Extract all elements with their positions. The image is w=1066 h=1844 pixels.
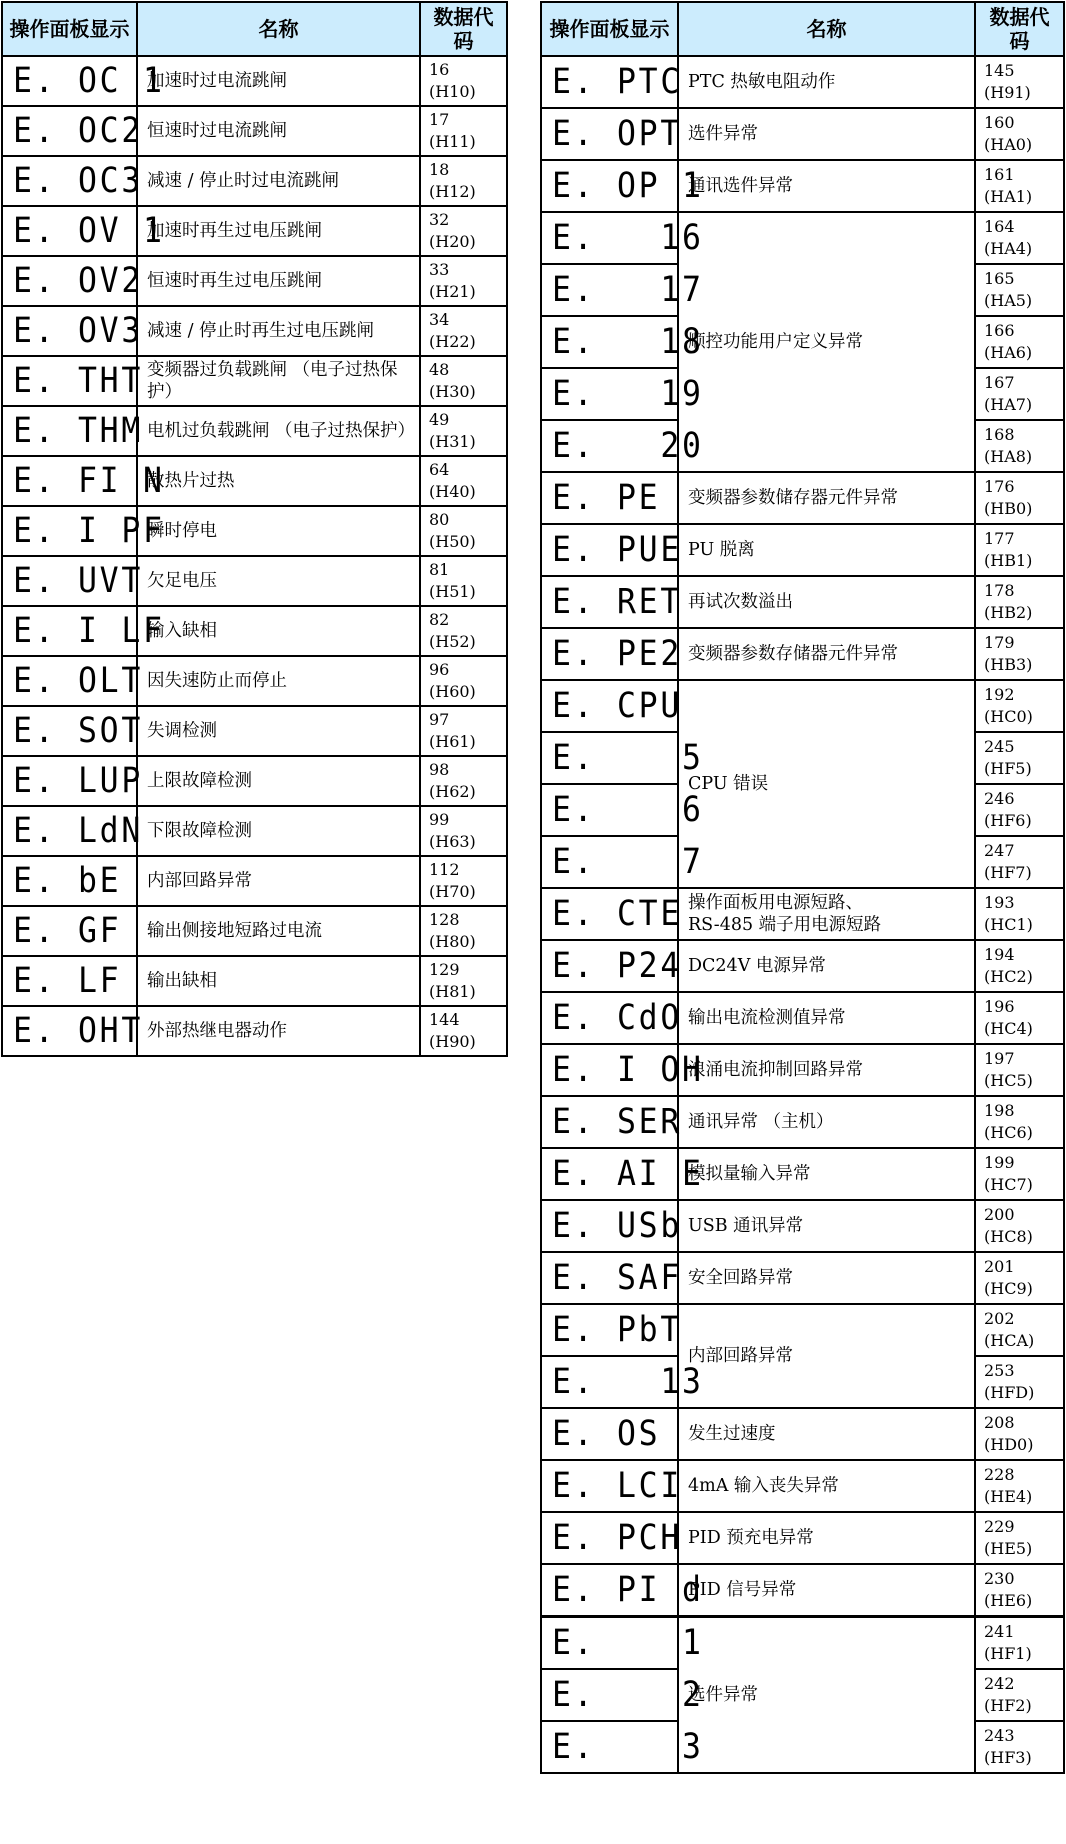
data-code: 247 (HF7) <box>975 836 1064 888</box>
data-code: 243 (HF3) <box>975 1721 1064 1773</box>
table-row <box>541 56 1064 108</box>
display-cell <box>541 1148 704 1200</box>
display-cell <box>541 1721 704 1773</box>
error-name: 恒速时过电流跳闸 <box>137 106 420 156</box>
table-row <box>2 856 507 906</box>
table-row <box>2 706 507 756</box>
error-name: 模拟量输入异常 <box>678 1148 975 1200</box>
error-name: 减速 / 停止时再生过电压跳闸 <box>137 306 420 356</box>
error-name: 输出电流检测值异常 <box>678 992 975 1044</box>
data-code: 194 (HC2) <box>975 940 1064 992</box>
panel-display-text: E. OV3 <box>13 311 143 351</box>
header-code: 数据代码 <box>975 2 1064 56</box>
display-cell <box>541 1460 682 1512</box>
error-name: PU 脱离 <box>678 524 975 576</box>
data-code: 197 (HC5) <box>975 1044 1064 1096</box>
display-cell <box>541 628 682 680</box>
data-code: 32 (H20) <box>420 206 507 256</box>
panel-display-text: E. PUE <box>552 530 682 570</box>
display-cell <box>2 706 143 756</box>
data-code: 177 (HB1) <box>975 524 1064 576</box>
error-name: CPU 错误 <box>678 680 975 888</box>
table-row <box>541 1460 1064 1512</box>
panel-display-text: E. 3 <box>552 1727 704 1767</box>
table-row <box>541 1096 1064 1148</box>
error-name: PID 信号异常 <box>678 1564 975 1617</box>
display-cell <box>541 732 704 784</box>
display-cell <box>2 1006 143 1056</box>
data-code: 168 (HA8) <box>975 420 1064 472</box>
data-code: 179 (HB3) <box>975 628 1064 680</box>
data-code: 16 (H10) <box>420 56 507 106</box>
panel-display-text: E. P24 <box>552 946 682 986</box>
table-row <box>541 108 1064 160</box>
data-code: 166 (HA6) <box>975 316 1064 368</box>
header-code: 数据代码 <box>420 2 507 56</box>
panel-display-text: E. OPT <box>552 114 682 154</box>
panel-display-text: E. 19 <box>552 374 704 414</box>
data-code: 230 (HE6) <box>975 1564 1064 1617</box>
table-row <box>541 940 1064 992</box>
data-code: 199 (HC7) <box>975 1148 1064 1200</box>
display-cell <box>2 856 137 906</box>
display-cell <box>541 836 704 888</box>
panel-display-text: E. RET <box>552 582 682 622</box>
display-cell <box>541 1564 704 1617</box>
table-row <box>2 806 507 856</box>
table-row <box>541 1617 1064 1670</box>
error-name: 外部热继电器动作 <box>137 1006 420 1056</box>
data-code: 80 (H50) <box>420 506 507 556</box>
error-name: 通讯选件异常 <box>678 160 975 212</box>
display-cell <box>2 456 165 506</box>
panel-display-text: E. 2 <box>552 1675 704 1715</box>
panel-display-text: E. I OH <box>552 1050 704 1090</box>
error-name: 电机过负载跳闸 （电子过热保护） <box>137 406 420 456</box>
error-name: PTC 热敏电阻动作 <box>678 56 975 108</box>
panel-display-text: E. 13 <box>552 1362 704 1402</box>
error-name: 发生过速度 <box>678 1408 975 1460</box>
header-name: 名称 <box>678 2 975 56</box>
panel-display-text: E. I PF <box>13 511 165 551</box>
error-name: 加速时过电流跳闸 <box>137 56 420 106</box>
display-cell <box>541 888 682 940</box>
panel-display-text: E. LCI <box>552 1466 682 1506</box>
data-code: 112 (H70) <box>420 856 507 906</box>
error-name: 输出缺相 <box>137 956 420 1006</box>
data-code: 198 (HC6) <box>975 1096 1064 1148</box>
display-cell <box>541 1669 704 1721</box>
error-name: 瞬时停电 <box>137 506 420 556</box>
table-row <box>2 156 507 206</box>
table-row <box>541 1564 1064 1617</box>
display-cell <box>541 108 682 160</box>
data-code: 160 (HA0) <box>975 108 1064 160</box>
data-code: 193 (HC1) <box>975 888 1064 940</box>
data-code: 208 (HD0) <box>975 1408 1064 1460</box>
panel-display-text: E. OS <box>552 1414 661 1454</box>
table-row <box>541 1512 1064 1564</box>
display-cell <box>541 524 682 576</box>
display-cell <box>541 1408 678 1460</box>
panel-display-text: E. 17 <box>552 270 704 310</box>
data-code: 241 (HF1) <box>975 1617 1064 1670</box>
display-cell <box>541 56 682 108</box>
error-name: DC24V 电源异常 <box>678 940 975 992</box>
panel-display-text: E. CdO <box>552 998 682 1038</box>
panel-display-text: E. AI E <box>552 1154 704 1194</box>
data-code: 246 (HF6) <box>975 784 1064 836</box>
table-row <box>2 56 507 106</box>
panel-display-text: E. 1 <box>552 1623 704 1663</box>
display-cell <box>2 56 165 106</box>
error-name: 内部回路异常 <box>137 856 420 906</box>
data-code: 98 (H62) <box>420 756 507 806</box>
data-code: 128 (H80) <box>420 906 507 956</box>
panel-display-text: E. PE2 <box>552 634 682 674</box>
error-name: 操作面板用电源短路、 RS-485 端子用电源短路 <box>678 888 975 940</box>
panel-display-text: E. USb <box>552 1206 682 1246</box>
panel-display-text: E. CPU <box>552 686 682 726</box>
data-code: 145 (H91) <box>975 56 1064 108</box>
table-row <box>541 1200 1064 1252</box>
error-name: 欠足电压 <box>137 556 420 606</box>
table-row <box>2 1006 507 1056</box>
data-code: 192 (HC0) <box>975 680 1064 732</box>
error-name: 恒速时再生过电压跳闸 <box>137 256 420 306</box>
data-code: 165 (HA5) <box>975 264 1064 316</box>
header-display: 操作面板显示 <box>541 2 678 56</box>
error-code-table-right <box>540 1 1065 1774</box>
data-code: 200 (HC8) <box>975 1200 1064 1252</box>
display-cell <box>541 1304 682 1356</box>
display-cell <box>2 306 143 356</box>
panel-display-text: E. THM <box>13 411 143 451</box>
error-name: 安全回路异常 <box>678 1252 975 1304</box>
table-row <box>2 556 507 606</box>
display-cell <box>541 420 704 472</box>
display-cell <box>541 264 704 316</box>
data-code: 17 (H11) <box>420 106 507 156</box>
data-code: 96 (H60) <box>420 656 507 706</box>
data-code: 18 (H12) <box>420 156 507 206</box>
error-name: 选件异常 <box>678 108 975 160</box>
display-cell <box>541 1356 704 1408</box>
data-code: 81 (H51) <box>420 556 507 606</box>
table-row <box>541 1148 1064 1200</box>
data-code: 201 (HC9) <box>975 1252 1064 1304</box>
error-name: 变频器过负载跳闸 （电子过热保护） <box>137 356 420 406</box>
panel-display-text: E. 16 <box>552 218 704 258</box>
table-row <box>541 888 1064 940</box>
error-name: 输出侧接地短路过电流 <box>137 906 420 956</box>
table-row <box>2 456 507 506</box>
display-cell <box>541 1617 704 1670</box>
display-cell <box>2 656 143 706</box>
table-row <box>2 106 507 156</box>
header-name: 名称 <box>137 2 420 56</box>
error-name: 输入缺相 <box>137 606 420 656</box>
error-name: 因失速防止而停止 <box>137 656 420 706</box>
table-row <box>2 506 507 556</box>
panel-display-text: E. OC2 <box>13 111 143 151</box>
panel-display-text: E. LUP <box>13 761 143 801</box>
table-row <box>541 524 1064 576</box>
table-row <box>541 628 1064 680</box>
display-cell <box>2 356 143 406</box>
data-code: 82 (H52) <box>420 606 507 656</box>
table-row <box>541 212 1064 264</box>
panel-display-text: E. SER <box>552 1102 682 1142</box>
display-cell <box>541 368 704 420</box>
display-cell <box>541 576 682 628</box>
display-cell <box>2 156 143 206</box>
display-cell <box>2 556 143 606</box>
error-name: PID 预充电异常 <box>678 1512 975 1564</box>
panel-display-text: E. LF <box>13 961 122 1001</box>
data-code: 34 (H22) <box>420 306 507 356</box>
error-name: 再试次数溢出 <box>678 576 975 628</box>
panel-display-text: E. PE <box>552 478 661 518</box>
panel-display-text: E. SAF <box>552 1258 682 1298</box>
table-row <box>2 356 507 406</box>
display-cell <box>541 1200 682 1252</box>
panel-display-text: E. PCH <box>552 1518 682 1558</box>
table-row <box>2 956 507 1006</box>
data-code: 242 (HF2) <box>975 1669 1064 1721</box>
panel-display-text: E. OLT <box>13 661 143 701</box>
table-row <box>2 406 507 456</box>
display-cell <box>2 606 165 656</box>
error-name: 内部回路异常 <box>678 1304 975 1408</box>
table-row <box>541 576 1064 628</box>
panel-display-text: E. 6 <box>552 790 704 830</box>
panel-display-text: E. PbT <box>552 1310 682 1350</box>
display-cell <box>541 1096 682 1148</box>
display-cell <box>541 992 682 1044</box>
data-code: 228 (HE4) <box>975 1460 1064 1512</box>
display-cell <box>541 160 704 212</box>
display-cell <box>541 1512 682 1564</box>
panel-display-text: E. OV 1 <box>13 211 165 251</box>
table-row <box>541 472 1064 524</box>
display-cell <box>541 212 704 264</box>
table-row <box>2 206 507 256</box>
table-row <box>2 656 507 706</box>
panel-display-text: E. PTC <box>552 62 682 102</box>
display-cell <box>2 406 143 456</box>
error-name: 4mA 输入丧失异常 <box>678 1460 975 1512</box>
error-name: 散热片过热 <box>137 456 420 506</box>
display-cell <box>2 106 143 156</box>
data-code: 161 (HA1) <box>975 160 1064 212</box>
display-cell <box>541 316 704 368</box>
table-row <box>541 1044 1064 1096</box>
header-display: 操作面板显示 <box>2 2 137 56</box>
error-name: 通讯异常 （主机） <box>678 1096 975 1148</box>
table-row <box>541 1252 1064 1304</box>
table-row <box>2 756 507 806</box>
panel-display-text: E. bE <box>13 861 122 901</box>
data-code: 129 (H81) <box>420 956 507 1006</box>
error-name: 下限故障检测 <box>137 806 420 856</box>
error-name: 变频器参数储存器元件异常 <box>678 472 975 524</box>
error-name: 失调检测 <box>137 706 420 756</box>
panel-display-text: E. FI N <box>13 461 165 501</box>
display-cell <box>541 1252 682 1304</box>
error-name: 加速时再生过电压跳闸 <box>137 206 420 256</box>
error-name: 选件异常 <box>678 1617 975 1774</box>
display-cell <box>2 906 137 956</box>
data-code: 144 (H90) <box>420 1006 507 1056</box>
error-name: USB 通讯异常 <box>678 1200 975 1252</box>
panel-display-text: E. OV2 <box>13 261 143 301</box>
table-row <box>2 906 507 956</box>
table-row <box>541 160 1064 212</box>
data-code: 97 (H61) <box>420 706 507 756</box>
table-row <box>541 992 1064 1044</box>
panel-display-text: E. THT <box>13 361 143 401</box>
panel-display-text: E. UVT <box>13 561 143 601</box>
error-name: 上限故障检测 <box>137 756 420 806</box>
table-row <box>2 606 507 656</box>
data-code: 49 (H31) <box>420 406 507 456</box>
panel-display-text: E. 5 <box>552 738 704 778</box>
error-name: 顺控功能用户定义异常 <box>678 212 975 472</box>
error-name: 浪涌电流抑制回路异常 <box>678 1044 975 1096</box>
data-code: 164 (HA4) <box>975 212 1064 264</box>
data-code: 48 (H30) <box>420 356 507 406</box>
data-code: 99 (H63) <box>420 806 507 856</box>
display-cell <box>2 506 165 556</box>
panel-display-text: E. OP 1 <box>552 166 704 206</box>
data-code: 229 (HE5) <box>975 1512 1064 1564</box>
error-name: 变频器参数存储器元件异常 <box>678 628 975 680</box>
data-code: 33 (H21) <box>420 256 507 306</box>
panel-display-text: E. OC3 <box>13 161 143 201</box>
data-code: 245 (HF5) <box>975 732 1064 784</box>
panel-display-text: E. 7 <box>552 842 704 882</box>
display-cell <box>541 940 682 992</box>
table-row <box>2 306 507 356</box>
panel-display-text: E. 18 <box>552 322 704 362</box>
table-row <box>541 680 1064 732</box>
display-cell <box>2 256 143 306</box>
display-cell <box>2 956 137 1006</box>
display-cell <box>541 1044 704 1096</box>
data-code: 253 (HFD) <box>975 1356 1064 1408</box>
display-cell <box>2 206 165 256</box>
table-row <box>541 1408 1064 1460</box>
table-row <box>541 1304 1064 1356</box>
data-code: 196 (HC4) <box>975 992 1064 1044</box>
data-code: 167 (HA7) <box>975 368 1064 420</box>
display-cell <box>541 472 678 524</box>
panel-display-text: E. CTE <box>552 894 682 934</box>
panel-display-text: E. 20 <box>552 426 704 466</box>
display-cell <box>2 806 143 856</box>
panel-display-text: E. LdN <box>13 811 143 851</box>
data-code: 176 (HB0) <box>975 472 1064 524</box>
panel-display-text: E. GF <box>13 911 122 951</box>
panel-display-text: E. I LF <box>13 611 165 651</box>
data-code: 202 (HCA) <box>975 1304 1064 1356</box>
panel-display-text: E. PI d <box>552 1570 704 1610</box>
table-row <box>2 256 507 306</box>
panel-display-text: E. OC 1 <box>13 61 165 101</box>
error-name: 减速 / 停止时过电流跳闸 <box>137 156 420 206</box>
display-cell <box>541 680 682 732</box>
panel-display-text: E. SOT <box>13 711 143 751</box>
panel-display-text: E. OHT <box>13 1011 143 1051</box>
display-cell <box>541 784 704 836</box>
data-code: 178 (HB2) <box>975 576 1064 628</box>
data-code: 64 (H40) <box>420 456 507 506</box>
error-code-table-left <box>1 1 508 1057</box>
display-cell <box>2 756 143 806</box>
